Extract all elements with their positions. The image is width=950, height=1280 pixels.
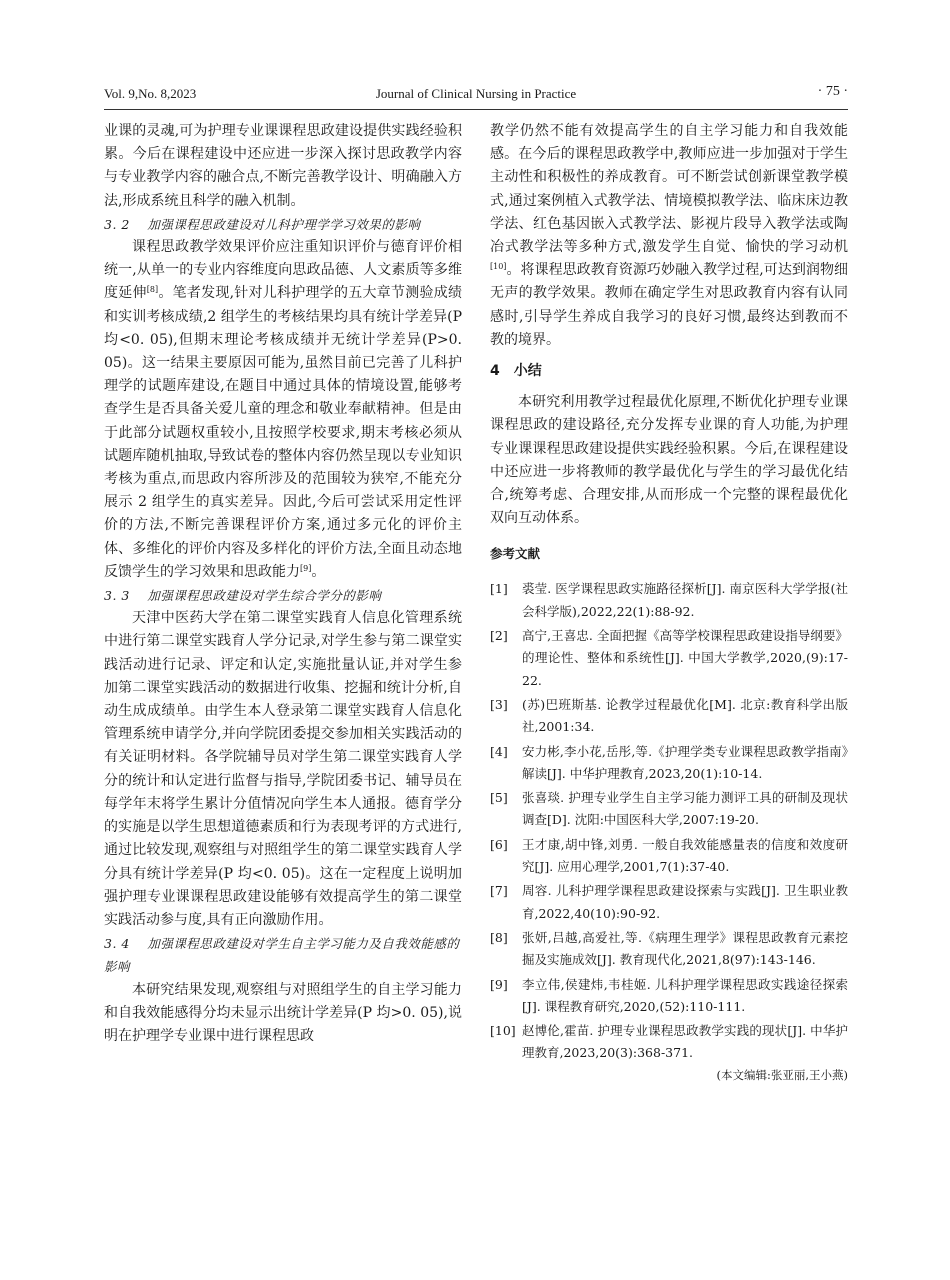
paragraph-3-2 xyxy=(104,236,462,584)
reference-text: 高宁,王喜忠. 全面把握《高等学校课程思政建设指导纲要》的理论性、整体和系统性[J]. 中国大学教学,2020,(9):17-22. xyxy=(522,628,848,688)
text-span: 。将课程思政教育资源巧妙融入教学过程,可达到润物细无声的教学效果。教师在确定学生对思政教育内容有认同感时,引导学生养成自我学习的良好习惯,最终达到教而不教的境界。 xyxy=(490,262,848,348)
reference-text: 李立伟,侯建炜,韦桂姬. 儿科护理学课程思政实践途径探索[J]. 课程教育研究,2020,(52):110-111. xyxy=(522,976,848,1014)
reference-item xyxy=(490,625,848,692)
paragraph-3-4: 本研究结果发现,观察组与对照组学生的自主学习能力和自我效能感得分均未显示出统计学差异(P 均>0. 05),说明在护理学专业课中进行课程思政 xyxy=(104,981,462,1044)
reference-item xyxy=(490,1020,848,1065)
text-span: 教学仍然不能有效提高学生的自主学习能力和自我效能感。在今后的课程思政教学中,教师应进一步加强对于学生主动性和积极性的养成教育。可不断尝试创新课堂教学模式,通过案例植入式教学法、情境模拟教学法、临床床边教学法、红色基因嵌入式教学法、影视片段导入教学法或陶冶式教学法等多种方式,激发学生自觉、愉快的学习动机 xyxy=(490,123,848,256)
paragraph-intro: 业课的灵魂,可为护理专业课课程思政建设提供实践经验积累。今后在课程建设中还应进一步深入探讨思政教学内容与专业教学内容的融合点,不断完善教学设计、明确融入方法,形成系统且科学的融入机制。 xyxy=(104,123,462,209)
reference-number: [6] xyxy=(490,836,508,852)
reference-number: [4] xyxy=(490,743,508,759)
subsection-3-3-heading: 3. 3 加强课程思政建设对学生综合学分的影响 xyxy=(104,588,382,604)
section-4-heading: 4 小结 xyxy=(490,363,542,380)
editor-note: (本文编辑:张亚丽,王小燕) xyxy=(716,1067,848,1082)
reference-number: [2] xyxy=(490,628,508,644)
header-journal-title: Journal of Clinical Nursing in Practice xyxy=(375,86,577,101)
reference-number: [1] xyxy=(490,581,508,597)
reference-text: 周容. 儿科护理学课程思政建设探索与实践[J]. 卫生职业教育,2022,40(10):90-92. xyxy=(522,883,848,921)
running-header xyxy=(104,86,848,106)
header-volume: Vol. 9,No. 8,2023 xyxy=(104,86,197,101)
header-page-number: · 75 · xyxy=(817,84,848,99)
reference-number: [3] xyxy=(490,696,508,712)
text-span: 课程思政教学效果评价应注重知识评价与德育评价相统一,从单一的专业内容维度向思政品德、人文素质等多维度延伸 xyxy=(104,239,462,302)
reference-text: 赵博伦,霍苗. 护理专业课程思政教学实践的现状[J]. 中华护理教育,2023,20(3):368-371. xyxy=(522,1023,848,1061)
reference-number: [7] xyxy=(490,883,508,899)
right-column xyxy=(490,120,848,1083)
reference-number: [9] xyxy=(490,976,508,992)
reference-text: (苏)巴班斯基. 论教学过程最优化[M]. 北京:教育科学出版社,2001:34. xyxy=(522,696,848,735)
reference-number: [10] xyxy=(490,1023,516,1039)
reference-item xyxy=(490,974,848,1019)
reference-item xyxy=(490,694,848,739)
reference-item xyxy=(490,741,848,786)
references-heading: 参考文献 xyxy=(490,546,541,562)
reference-text: 安力彬,李小花,岳彤,等.《护理学类专业课程思政教学指南》解读[J]. 中华护理教育,2023,20(1):10-14. xyxy=(522,743,848,781)
reference-text: 张妍,吕越,高爱社,等.《病理生理学》课程思政教育元素挖掘及实施成效[J]. 教育现代化,2021,8(97):143-146. xyxy=(522,929,848,968)
paragraph-continued xyxy=(490,120,848,352)
reference-text: 王才康,胡中锋,刘勇. 一般自我效能感量表的信度和效度研究[J]. 应用心理学,2001,7(1):37-40. xyxy=(522,836,848,875)
citation-10: [10] xyxy=(490,262,507,272)
reference-item xyxy=(490,927,848,972)
subsection-3-2-heading: 3. 2 加强课程思政建设对儿科护理学学习效果的影响 xyxy=(104,216,421,232)
text-span: 。笔者发现,针对儿科护理学的五大章节测验成绩和实训考核成绩,2 组学生的考核结果均具有统计学差异(P 均<0. 05),但期末理论考核成绩并无统计学差异(P>0. 05)。这一结果主要原因可能为,虽然目前已完善了儿科护理学的试题库建设,在题目中通过具体的情境设置,能够考查学生是否具备关爱儿童的理念和敬业奉献精神。但是由于此部分试题权重较小,且按照学校要求,期末考核必须从试题库随机抽取,导致试卷的整体内容仍然呈现以专业知识考核为重点,而思政内容所涉及的范围较为狭窄,不能充分展示 2 组学生的真实差异。因此,今后可尝试采用定性评价的方法,不断完善课程评价方案,通过多元化的评价主体、多维化的评价内容及多样化的评价方法,全面且动态地反馈学生的学习效果和思政能力 xyxy=(104,285,463,580)
paragraph-3-3: 天津中医药大学在第二课堂实践育人信息化管理系统中进行第二课堂实践育人学分记录,对学生参与第二课堂实践活动进行记录、评定和认定,实施批量认证,并对学生参加第二课堂实践活动的数据进行收集、挖掘和统计分析,自动生成成绩单。由学生本人登录第二课堂实践育人信息化管理系统申请学分,并向学院团委提交参加相关实践活动的有关证明材料。各学院辅导员对学生第二课堂实践育人学分的统计和认定进行监督与指导,学院团委书记、辅导员在每学年末将学生累计分值情况向学生本人通报。德育学分的实施是以学生思想道德素质和行为表现考评的方式进行,通过比较发现,观察组与对照组学生的第二课堂实践育人学分具有统计学差异(P 均<0. 05)。这在一定程度上说明加强护理专业课课程思政建设能够有效提高学生的第二课堂实践活动参与度,具有正向激励作用。 xyxy=(104,610,462,928)
citation-9: [9] xyxy=(300,563,312,573)
reference-item xyxy=(490,578,848,623)
reference-item xyxy=(490,787,848,832)
reference-text: 裘莹. 医学课程思政实施路径探析[J]. 南京医科大学学报(社会科学版),2022,22(1):88-92. xyxy=(522,581,848,619)
reference-item xyxy=(490,880,848,925)
reference-item xyxy=(490,834,848,879)
citation-8: [8] xyxy=(146,285,159,295)
left-column xyxy=(104,120,462,1048)
reference-number: [8] xyxy=(490,929,508,945)
subsection-3-4-heading: 3. 4 加强课程思政建设对学生自主学习能力及自我效能感的影响 xyxy=(104,936,460,975)
reference-text: 张喜琰. 护理专业学生自主学习能力测评工具的研制及现状调查[D]. 沈阳:中国医科大学,2007:19-20. xyxy=(522,790,848,828)
reference-number: [5] xyxy=(490,790,508,806)
paragraph-summary: 本研究利用教学过程最优化原理,不断优化护理专业课课程思政的建设路径,充分发挥专业课的育人功能,为护理专业课课程思政建设提供实践经验积累。今后,在课程建设中还应进一步将教师的教学最优化与学生的学习最优化结合,统筹考虑、合理安排,从而形成一个完整的课程最优化双向互动体系。 xyxy=(490,394,848,527)
reference-list xyxy=(490,578,848,1064)
header-rule xyxy=(104,109,848,110)
text-span: 。 xyxy=(311,563,326,580)
